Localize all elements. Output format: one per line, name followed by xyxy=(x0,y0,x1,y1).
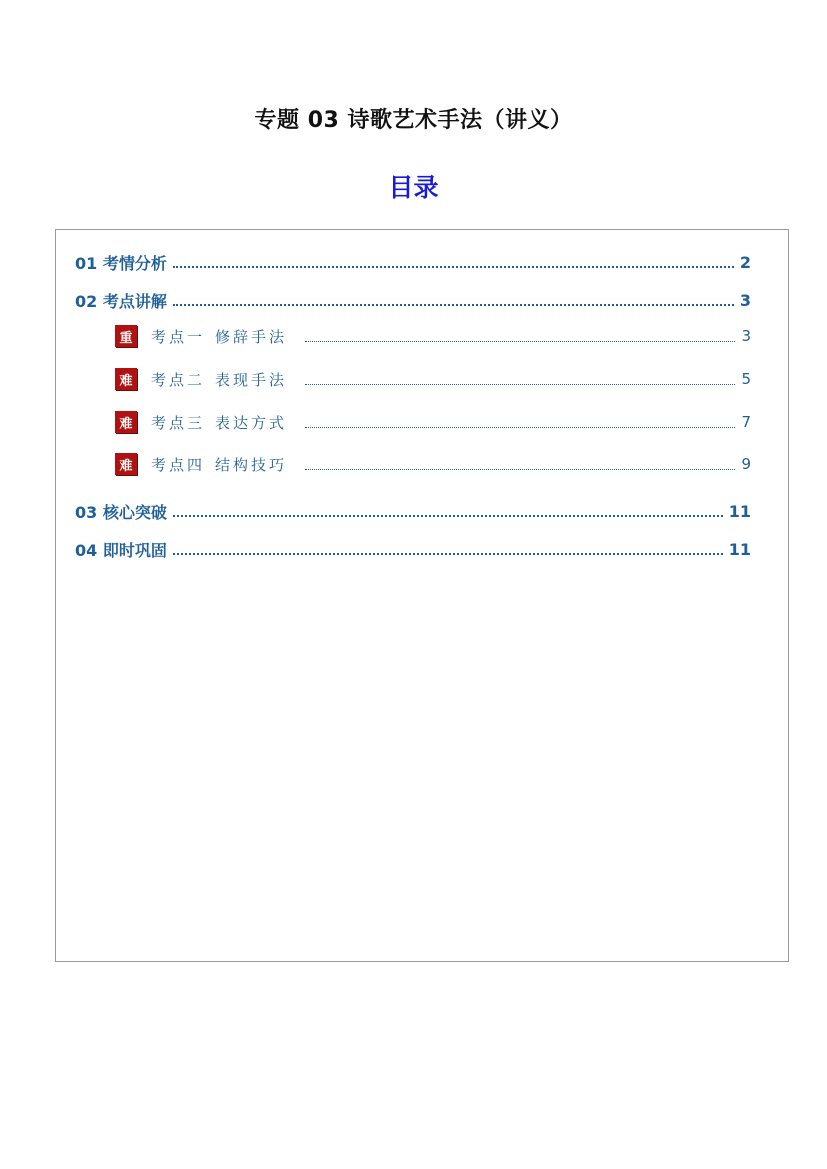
dot-leader xyxy=(173,515,723,517)
toc-item-label: 02 考点讲解 xyxy=(75,291,167,311)
toc-page-number: 3 xyxy=(739,290,751,310)
toc-item-label: 04 即时巩固 xyxy=(75,540,167,560)
key-point-badge: 重 xyxy=(115,325,137,347)
difficult-point-badge: 难 xyxy=(115,453,137,475)
toc-subitem-modes-of-expression[interactable] xyxy=(115,411,751,433)
toc-page-number: 3 xyxy=(741,327,751,345)
toc-subitem-label: 考点四 结构技巧 xyxy=(151,455,288,474)
toc-item-exam-analysis[interactable] xyxy=(75,251,751,273)
dot-leader xyxy=(305,469,735,470)
toc-item-key-points[interactable] xyxy=(75,289,751,311)
dot-leader xyxy=(305,427,735,428)
toc-heading: 目录 xyxy=(388,173,439,202)
toc-subitem-label: 考点三 表达方式 xyxy=(151,413,288,432)
toc-page-number: 7 xyxy=(741,413,751,431)
dot-leader xyxy=(305,384,735,385)
toc-page-number: 5 xyxy=(741,370,751,388)
dot-leader xyxy=(173,553,723,555)
document-title: 专题 03 诗歌艺术手法（讲义） xyxy=(254,108,573,133)
toc-item-instant-consolidation[interactable] xyxy=(75,538,751,560)
toc-page-number: 11 xyxy=(728,539,751,559)
dot-leader xyxy=(305,341,735,342)
toc-subitem-label: 考点二 表现手法 xyxy=(151,370,288,389)
dot-leader xyxy=(173,304,734,306)
toc-subitem-label: 考点一 修辞手法 xyxy=(151,327,288,346)
toc-page-number: 11 xyxy=(728,501,751,521)
toc-subitem-expression-techniques[interactable] xyxy=(115,368,751,390)
difficult-point-badge: 难 xyxy=(115,368,137,390)
table-of-contents xyxy=(55,229,789,962)
toc-item-label: 01 考情分析 xyxy=(75,253,167,273)
toc-page-number: 9 xyxy=(741,455,751,473)
toc-page-number: 2 xyxy=(739,252,751,272)
toc-item-label: 03 核心突破 xyxy=(75,502,167,522)
toc-item-core-breakthrough[interactable] xyxy=(75,500,751,522)
difficult-point-badge: 难 xyxy=(115,411,137,433)
toc-subitem-structure-skills[interactable] xyxy=(115,453,751,475)
dot-leader xyxy=(173,266,734,268)
toc-subitem-rhetoric[interactable] xyxy=(115,325,751,347)
